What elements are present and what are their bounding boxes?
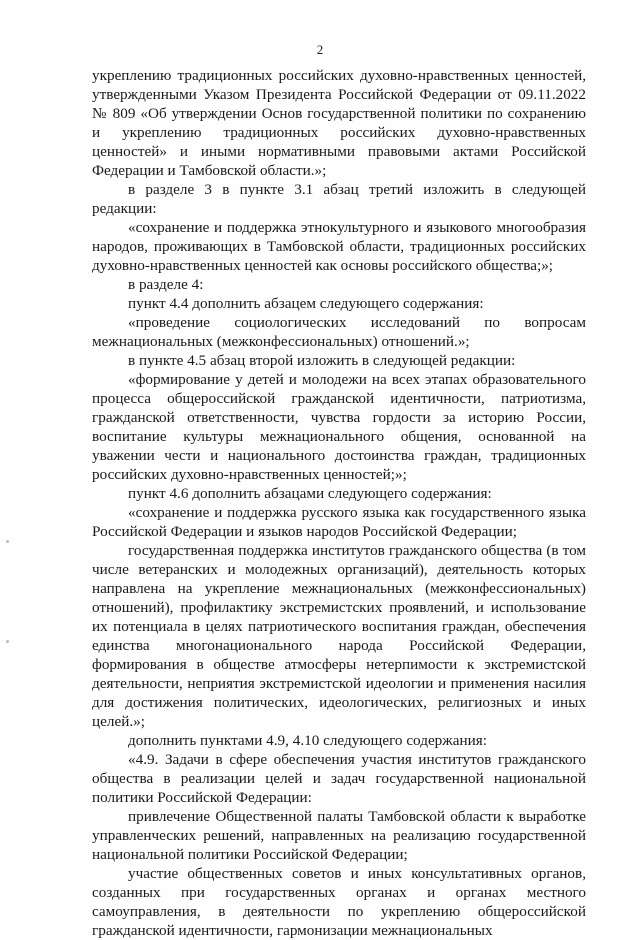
paragraph: пункт 4.4 дополнить абзацем следующего содержания: [128,295,484,312]
paragraph: «проведение социологических исследований по вопросам межнациональных (межконфессиональных) отношений.»; [92,314,586,350]
paragraph: «сохранение и поддержка этнокультурного и языкового многообразия народов, проживающих в Тамбовской области, традиционных российских духовно-нравственных ценностей как основы российского общества;»; [92,219,586,274]
paragraph: «формирование у детей и молодежи на всех этапах образовательного процесса общероссийской гражданской идентичности, патриотизма, гражданской ответственности, чувства гордости за историю России, воспитание культуры межнационального общения, основанной на уважении чести и национального достоинства граждан, традиционных российских духовно-нравственных ценностей;»; [92,371,586,483]
paragraph: привлечение Общественной палаты Тамбовской области к выработке управленческих решений, направленных на реализацию государственной национальной политики Российской Федерации; [92,808,586,863]
paragraph: дополнить пунктами 4.9, 4.10 следующего содержания: [128,732,487,749]
paragraph: укреплению традиционных российских духовно-нравственных ценностей, утвержденными Указом Президента Российской Федерации от 09.11.2022 № 809 «Об утверждении Основ государственной политики по сохранению и укреплению традиционных российских духовно-нравственных ценностей» и иными нормативными правовыми актами Российской Федерации и Тамбовской области.»; [92,67,586,179]
paragraph: в разделе 4: [128,276,204,293]
paragraph: пункт 4.6 дополнить абзацами следующего содержания: [128,485,492,502]
page-number: 2 [316,42,324,57]
paragraph: государственная поддержка институтов гражданского общества (в том числе ветеранских и молодежных организаций), деятельность которых направлена на укрепление межнациональных (межконфессиональных) отношений), профилактику экстремистских проявлений, и использование их потенциала в целях патриотического воспитания граждан, обеспечения единства многонационального народа Российской Федерации, формирования в обществе атмосферы нетерпимости к экстремистской деятельности, неприятия экстремистской идеологии и применения насилия для достижения политических, идеологических, религиозных и иных целей.»; [92,542,586,730]
paragraph: в пункте 4.5 абзац второй изложить в следующей редакции: [128,352,516,369]
paragraph: «4.9. Задачи в сфере обеспечения участия институтов гражданского общества в реализации целей и задач государственной национальной политики Российской Федерации: [92,751,586,806]
document-body [92,66,586,940]
scan-mark [6,640,9,643]
paragraph: в разделе 3 в пункте 3.1 абзац третий изложить в следующей редакции: [92,181,586,217]
paragraph: участие общественных советов и иных консультативных органов, созданных при государственных органах и органах местного самоуправления, в деятельности по укреплению общероссийской гражданской идентичности, гармонизации межнациональных [92,865,586,939]
paragraph: «сохранение и поддержка русского языка как государственного языка Российской Федерации и языков народов Российской Федерации; [92,504,586,540]
scan-mark [6,540,9,543]
